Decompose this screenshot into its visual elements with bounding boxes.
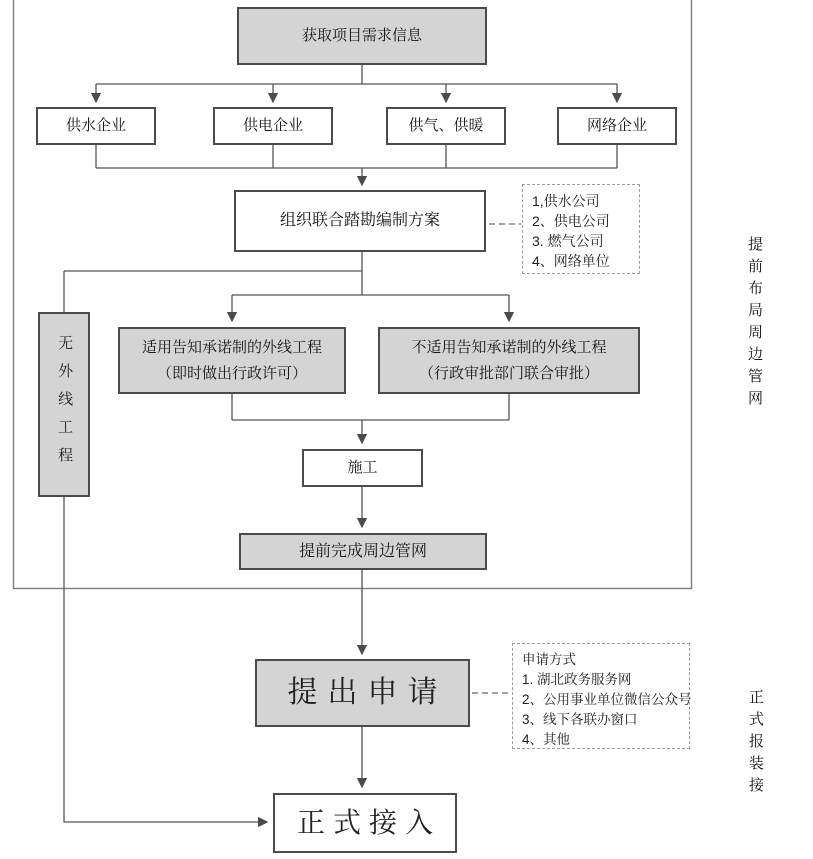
node-complete-pipe-network-label: 提前完成周边管网: [298, 542, 427, 560]
note-survey-party-4: 4、网络单位: [532, 253, 610, 269]
note-survey-party-1: 1,供水公司: [532, 193, 600, 209]
node-water-company-label: 供水企业: [65, 116, 126, 134]
node-no-outline-project: [38, 312, 90, 497]
node-notify-commitment: [118, 327, 346, 394]
note-survey-party-2: 2、供电公司: [532, 213, 610, 229]
node-submit-application: [255, 659, 470, 727]
note-apply-methods-title: 申请方式: [522, 652, 576, 667]
node-complete-pipe-network: [239, 533, 487, 570]
node-joint-survey: [234, 190, 486, 252]
node-notify-commitment-line2: （即时做出行政许可）: [156, 364, 307, 382]
note-apply-method-4: 4、其他: [522, 732, 571, 747]
node-formal-access-label: 正式接入: [296, 807, 441, 839]
note-apply-method-2: 2、公用事业单位微信公众号: [522, 692, 692, 707]
node-electric-company: [213, 107, 333, 145]
node-joint-survey-label: 组织联合踏勘编制方案: [279, 212, 440, 230]
node-gas-heating-company-label: 供气、供暖: [408, 116, 484, 134]
node-formal-access: [273, 793, 457, 853]
node-electric-company-label: 供电企业: [242, 116, 303, 134]
node-water-company: [36, 107, 156, 145]
note-apply-method-3: 3、线下各联办窗口: [522, 712, 638, 727]
node-submit-application-label: 提出申请: [287, 675, 448, 709]
note-apply-methods: [512, 643, 690, 749]
node-no-notify-commitment: [378, 327, 640, 394]
node-construction-label: 施工: [347, 458, 378, 476]
side-label-formal-installation: 正式报装接: [747, 689, 764, 799]
outer-frame: [14, 0, 692, 589]
node-notify-commitment-line1: 适用告知承诺制的外线工程: [141, 338, 322, 356]
node-network-company-label: 网络企业: [586, 116, 647, 134]
note-apply-method-1: 1. 湖北政务服务网: [522, 672, 632, 687]
node-no-outline-project-label: 无外线工程: [56, 334, 74, 475]
node-get-project-info-label: 获取项目需求信息: [301, 26, 422, 44]
node-get-project-info: [237, 7, 487, 65]
node-gas-heating-company: [386, 107, 506, 145]
note-survey-party-3: 3. 燃气公司: [532, 233, 604, 249]
node-construction: [302, 449, 423, 487]
side-label-advance-layout: 提前布局周边管网: [746, 236, 763, 412]
node-no-notify-commitment-line2: （行政审批部门联合审批）: [418, 364, 599, 382]
note-survey-parties: [522, 184, 640, 274]
node-network-company: [557, 107, 677, 145]
node-no-notify-commitment-line1: 不适用告知承诺制的外线工程: [411, 338, 607, 356]
